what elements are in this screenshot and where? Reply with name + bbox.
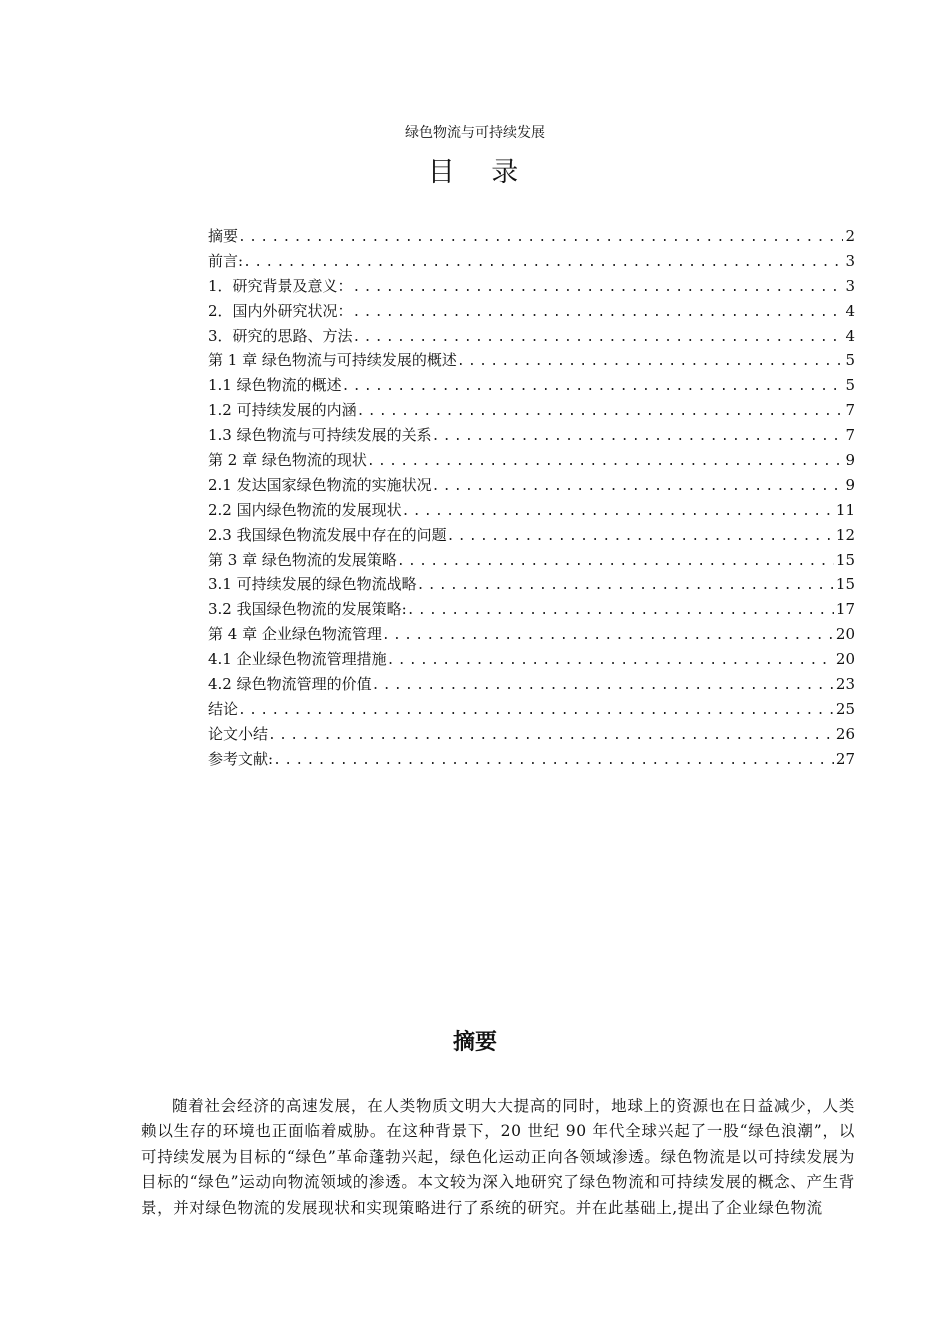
toc-entry-label: 1．研究背景及意义：: [208, 276, 353, 295]
toc-entry-label: 第 1 章 绿色物流与可持续发展的概述: [208, 351, 457, 370]
toc-leader-dots: [367, 450, 844, 473]
toc-entry-methods[interactable]: [208, 324, 855, 349]
toc-entry-3-2[interactable]: [208, 597, 855, 622]
toc-entry-1-2[interactable]: [208, 398, 855, 423]
toc-entry-label: 1.2 可持续发展的内涵: [208, 401, 357, 420]
toc-entry-abstract[interactable]: [208, 224, 855, 249]
toc-leader-dots: [342, 375, 844, 398]
toc-entry-chapter-3[interactable]: [208, 548, 855, 573]
toc-entry-label: 第 2 章 绿色物流的现状: [208, 451, 367, 470]
toc-leader-dots: [238, 226, 843, 249]
toc-leader-dots: [357, 400, 844, 423]
toc-entry-4-1[interactable]: [208, 647, 855, 672]
toc-title: 目 录: [427, 157, 533, 188]
toc-page-number: 26: [835, 724, 855, 743]
toc-page-number: 20: [835, 625, 855, 644]
toc-entry-4-2[interactable]: [208, 672, 855, 697]
toc-page-number: 3: [845, 251, 855, 270]
toc-leader-dots: [238, 699, 834, 722]
toc-leader-dots: [447, 525, 834, 548]
toc-leader-dots: [353, 326, 844, 349]
toc-entry-chapter-1[interactable]: [208, 348, 855, 373]
toc-page-number: 27: [835, 749, 855, 768]
toc-page-number: 15: [835, 575, 855, 594]
toc-leader-dots: [402, 500, 834, 523]
toc-entry-label: 摘要: [208, 227, 239, 245]
toc-entry-summary[interactable]: [208, 722, 855, 747]
toc-entry-label: 3．研究的思路、方法: [208, 326, 353, 345]
toc-leader-dots: [397, 550, 834, 573]
toc-leader-dots: [243, 251, 843, 274]
toc-entry-label: 1.3 绿色物流与可持续发展的关系: [208, 426, 432, 445]
toc-page-number: 5: [845, 351, 855, 370]
toc-entry-chapter-2[interactable]: [208, 448, 855, 473]
toc-entry-conclusion[interactable]: [208, 697, 855, 722]
toc-entry-label: 参考文献:: [208, 749, 274, 768]
toc-page-number: 4: [845, 326, 855, 345]
toc-entry-2-1[interactable]: [208, 473, 855, 498]
toc-entry-2-2[interactable]: [208, 498, 855, 523]
toc-leader-dots: [407, 599, 834, 622]
toc-entry-label: 2.3 我国绿色物流发展中存在的问题: [208, 525, 447, 544]
toc-entry-2-3[interactable]: [208, 523, 855, 548]
toc-page-number: 2: [845, 227, 855, 245]
toc-page-number: 23: [835, 675, 855, 694]
toc-entry-3-1[interactable]: [208, 572, 855, 597]
toc-entry-label: 2.2 国内绿色物流的发展现状: [208, 500, 402, 519]
toc-entry-label: 第 4 章 企业绿色物流管理: [208, 625, 382, 644]
toc-entry-label: 3.2 我国绿色物流的发展策略:: [208, 600, 407, 619]
toc-page-number: 5: [845, 376, 855, 395]
toc-leader-dots: [273, 749, 834, 772]
toc-page-number: 12: [835, 525, 855, 544]
toc-leader-dots: [382, 624, 834, 647]
toc-page-number: 3: [845, 276, 855, 295]
abstract-paragraph: 随着社会经济的高速发展，在人类物质文明大大提高的同时，地球上的资源也在日益减少，人类赖以生存的环境也正面临着威胁。在这种背景下，20 世纪 90 年代全球兴起了一股“绿色浪潮”，以可持续发展为目标的“绿色”革命蓬勃兴起，绿色化运动正向各领域渗透。绿色物流是以可持续发展为目标的“绿色”运动向物流领域的渗透。本文较为深入地研究了绿色物流和可持续发展的概念、产生背景，并对绿色物流的发展现状和实现策略进行了系统的研究。并在此基础上,提出了企业绿色物流: [141, 1097, 855, 1217]
toc-entry-1-3[interactable]: [208, 423, 855, 448]
abstract-heading: 摘要: [452, 1030, 497, 1055]
toc-leader-dots: [268, 724, 834, 747]
toc-entry-chapter-4[interactable]: [208, 622, 855, 647]
toc-entry-label: 2．国内外研究状况：: [208, 301, 353, 320]
toc-entry-label: 前言:: [208, 251, 244, 270]
toc-page-number: 7: [845, 401, 855, 420]
toc-entry-research-status[interactable]: [208, 299, 855, 324]
toc-page-number: 9: [845, 475, 855, 494]
toc-entry-1-1[interactable]: [208, 373, 855, 398]
toc-page-number: 7: [845, 426, 855, 445]
toc-entry-label: 论文小结: [208, 724, 269, 743]
toc-page-number: 4: [845, 301, 855, 320]
toc-page-number: 25: [835, 699, 855, 718]
toc-leader-dots: [432, 475, 844, 498]
running-title: 绿色物流与可持续发展: [405, 125, 545, 141]
toc-entry-references[interactable]: [208, 747, 855, 772]
toc-page-number: 11: [835, 500, 855, 519]
toc-leader-dots: [457, 350, 844, 373]
toc-entry-background[interactable]: [208, 274, 855, 299]
table-of-contents: [208, 224, 855, 772]
toc-entry-label: 3.1 可持续发展的绿色物流战略: [208, 575, 417, 594]
toc-entry-label: 1.1 绿色物流的概述: [208, 376, 342, 395]
toc-leader-dots: [417, 574, 834, 597]
toc-leader-dots: [372, 674, 834, 697]
toc-page-number: 9: [845, 451, 855, 470]
toc-leader-dots: [387, 649, 834, 672]
toc-leader-dots: [432, 425, 844, 448]
toc-entry-label: 第 3 章 绿色物流的发展策略: [208, 550, 397, 569]
toc-entry-label: 结论: [208, 699, 239, 718]
toc-leader-dots: [353, 301, 844, 324]
toc-entry-label: 2.1 发达国家绿色物流的实施状况: [208, 475, 432, 494]
toc-page-number: 17: [835, 600, 855, 619]
toc-entry-label: 4.2 绿色物流管理的价值: [208, 675, 372, 694]
toc-entry-label: 4.1 企业绿色物流管理措施: [208, 650, 387, 669]
toc-leader-dots: [353, 276, 844, 299]
toc-page-number: 15: [835, 550, 855, 569]
toc-entry-preface[interactable]: [208, 249, 855, 274]
toc-page-number: 20: [835, 650, 855, 669]
